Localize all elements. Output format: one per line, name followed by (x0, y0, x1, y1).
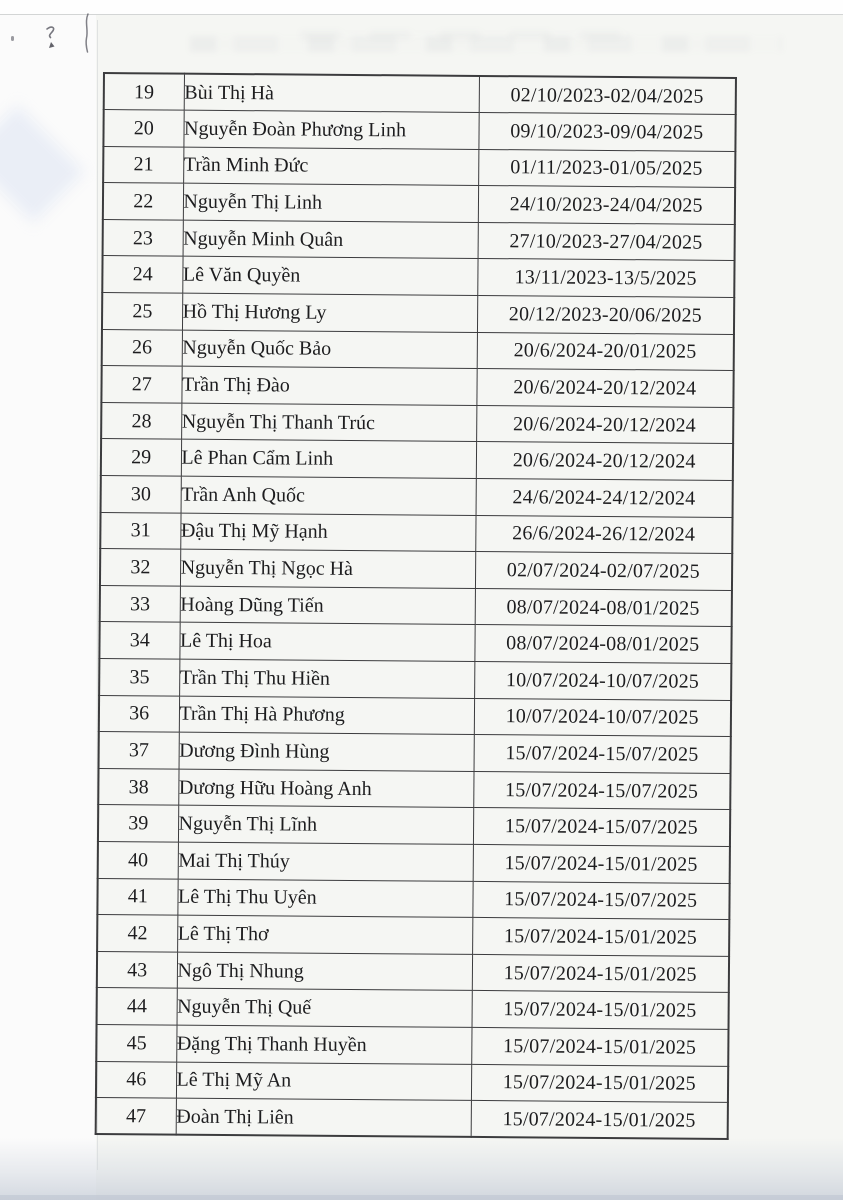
name-cell: Hoàng Dũng Tiến (180, 586, 475, 625)
row-number-cell: 34 (99, 622, 179, 659)
period-cell: 10/07/2024-10/07/2025 (474, 698, 731, 737)
name-cell: Trần Thị Hà Phương (179, 696, 474, 735)
table-row (97, 988, 729, 1030)
row-number-cell: 35 (99, 658, 179, 695)
period-cell: 02/07/2024-02/07/2025 (475, 552, 732, 591)
name-cell: Bùi Thị Hà (184, 74, 479, 113)
name-cell: Nguyễn Thị Quế (177, 988, 472, 1027)
name-cell: Nguyễn Thị Thanh Trúc (181, 403, 476, 442)
table-row (96, 1061, 728, 1103)
table-row (102, 293, 734, 335)
period-cell: 24/10/2023-24/04/2025 (478, 186, 735, 225)
table-row (103, 183, 735, 225)
row-number-cell: 37 (99, 732, 179, 769)
row-number-cell: 46 (96, 1061, 176, 1098)
row-number-cell: 43 (97, 951, 177, 988)
row-number-cell: 23 (103, 219, 183, 256)
row-number-cell: 30 (101, 476, 181, 513)
row-number-cell: 47 (96, 1098, 176, 1135)
row-number-cell: 25 (102, 293, 182, 330)
name-cell: Đặng Thị Thanh Huyền (176, 1025, 471, 1064)
table-row (103, 219, 735, 261)
name-cell: Dương Hữu Hoàng Anh (178, 769, 473, 808)
roster-table (95, 72, 737, 1140)
row-number-cell: 21 (103, 146, 183, 183)
row-number-cell: 39 (98, 805, 178, 842)
row-number-cell: 33 (100, 585, 180, 622)
row-number-cell: 38 (98, 768, 178, 805)
table-row (98, 805, 730, 847)
table-row (104, 73, 736, 115)
period-cell: 20/6/2024-20/01/2025 (477, 332, 734, 371)
row-number-cell: 45 (96, 1024, 176, 1061)
period-cell: 15/07/2024-15/01/2025 (471, 1064, 728, 1103)
table-row (98, 768, 730, 810)
table-row (99, 695, 731, 737)
name-cell: Trần Thị Đào (181, 366, 476, 405)
name-cell: Nguyễn Quốc Bảo (182, 330, 477, 369)
table-row (103, 146, 735, 188)
name-cell: Mai Thị Thúy (178, 842, 473, 881)
row-number-cell: 29 (101, 439, 181, 476)
name-cell: Dương Đình Hùng (179, 732, 474, 771)
period-cell: 15/07/2024-15/01/2025 (472, 918, 729, 957)
row-number-cell: 27 (101, 366, 181, 403)
table-row (100, 512, 732, 554)
row-number-cell: 28 (101, 402, 181, 439)
table-row (97, 951, 729, 993)
table-row (100, 585, 732, 627)
row-number-cell: 40 (98, 841, 178, 878)
scan-top-strip (0, 0, 843, 14)
period-cell: 15/07/2024-15/01/2025 (471, 1101, 728, 1140)
row-number-cell: 24 (102, 256, 182, 293)
period-cell: 08/07/2024-08/01/2025 (475, 588, 732, 627)
name-cell: Đoàn Thị Liên (176, 1098, 471, 1137)
table-row (98, 841, 730, 883)
name-cell: Lê Thị Mỹ An (176, 1062, 471, 1101)
row-number-cell: 41 (97, 878, 177, 915)
row-number-cell: 31 (100, 512, 180, 549)
roster-table-body (96, 73, 736, 1139)
name-cell: Trần Minh Đức (183, 147, 478, 186)
period-cell: 02/10/2023-02/04/2025 (479, 76, 736, 115)
period-cell: 15/07/2024-15/07/2025 (473, 771, 730, 810)
row-number-cell: 42 (97, 915, 177, 952)
row-number-cell: 20 (103, 110, 183, 147)
period-cell: 15/07/2024-15/07/2025 (473, 808, 730, 847)
table-row (97, 878, 729, 920)
row-number-cell: 19 (104, 73, 184, 110)
name-cell: Trần Thị Thu Hiền (179, 659, 474, 698)
row-number-cell: 32 (100, 549, 180, 586)
period-cell: 13/11/2023-13/5/2025 (477, 259, 734, 298)
name-cell: Đậu Thị Mỹ Hạnh (180, 513, 475, 552)
table-row (99, 732, 731, 774)
period-cell: 08/07/2024-08/01/2025 (474, 625, 731, 664)
name-cell: Nguyễn Minh Quân (183, 220, 478, 259)
period-cell: 27/10/2023-27/04/2025 (478, 222, 735, 261)
name-cell: Lê Thị Thơ (177, 915, 472, 954)
name-cell: Lê Văn Quyền (182, 257, 477, 296)
table-row (96, 1098, 728, 1140)
period-cell: 20/12/2023-20/06/2025 (477, 296, 734, 335)
name-cell: Ngô Thị Nhung (177, 952, 472, 991)
row-number-cell: 26 (102, 329, 182, 366)
pen-dot-mark-icon (11, 36, 14, 41)
name-cell: Nguyễn Thị Ngọc Hà (180, 549, 475, 588)
table-row (100, 549, 732, 591)
period-cell: 24/6/2024-24/12/2024 (476, 478, 733, 517)
name-cell: Nguyễn Đoàn Phương Linh (183, 110, 478, 149)
table-row (103, 110, 735, 152)
table-row (102, 256, 734, 298)
period-cell: 15/07/2024-15/01/2025 (472, 991, 729, 1030)
period-cell: 15/07/2024-15/07/2025 (472, 881, 729, 920)
name-cell: Nguyễn Thị Linh (183, 183, 478, 222)
bleed-through-text-ghost (300, 30, 630, 40)
name-cell: Trần Anh Quốc (181, 476, 476, 515)
table-row (96, 1024, 728, 1066)
name-cell: Lê Phan Cẩm Linh (181, 440, 476, 479)
scan-bottom-edge (0, 1195, 843, 1200)
table-row (101, 476, 733, 518)
table-row (101, 439, 733, 481)
name-cell: Hồ Thị Hương Ly (182, 293, 477, 332)
period-cell: 20/6/2024-20/12/2024 (476, 442, 733, 481)
table-row (102, 329, 734, 371)
period-cell: 15/07/2024-15/01/2025 (472, 954, 729, 993)
table-row (97, 915, 729, 957)
row-number-cell: 44 (97, 988, 177, 1025)
period-cell: 09/10/2023-09/04/2025 (478, 113, 735, 152)
period-cell: 20/6/2024-20/12/2024 (476, 369, 733, 408)
period-cell: 20/6/2024-20/12/2024 (476, 405, 733, 444)
roster-table-wrap (95, 72, 737, 1140)
scan-bottom-shade (0, 1138, 843, 1200)
period-cell: 01/11/2023-01/05/2025 (478, 149, 735, 188)
table-row (101, 366, 733, 408)
name-cell: Nguyễn Thị Lĩnh (178, 805, 473, 844)
name-cell: Lê Thị Thu Uyên (177, 879, 472, 918)
table-row (101, 402, 733, 444)
row-number-cell: 36 (99, 695, 179, 732)
scan-hairline (0, 14, 843, 15)
period-cell: 10/07/2024-10/07/2025 (474, 661, 731, 700)
table-row (99, 622, 731, 664)
table-row (99, 658, 731, 700)
name-cell: Lê Thị Hoa (179, 623, 474, 662)
pen-squiggle-mark-icon (44, 24, 59, 56)
row-number-cell: 22 (103, 183, 183, 220)
period-cell: 15/07/2024-15/01/2025 (473, 844, 730, 883)
period-cell: 15/07/2024-15/07/2025 (474, 735, 731, 774)
period-cell: 26/6/2024-26/12/2024 (475, 515, 732, 554)
pen-stroke-mark-icon (81, 12, 92, 59)
period-cell: 15/07/2024-15/01/2025 (471, 1027, 728, 1066)
